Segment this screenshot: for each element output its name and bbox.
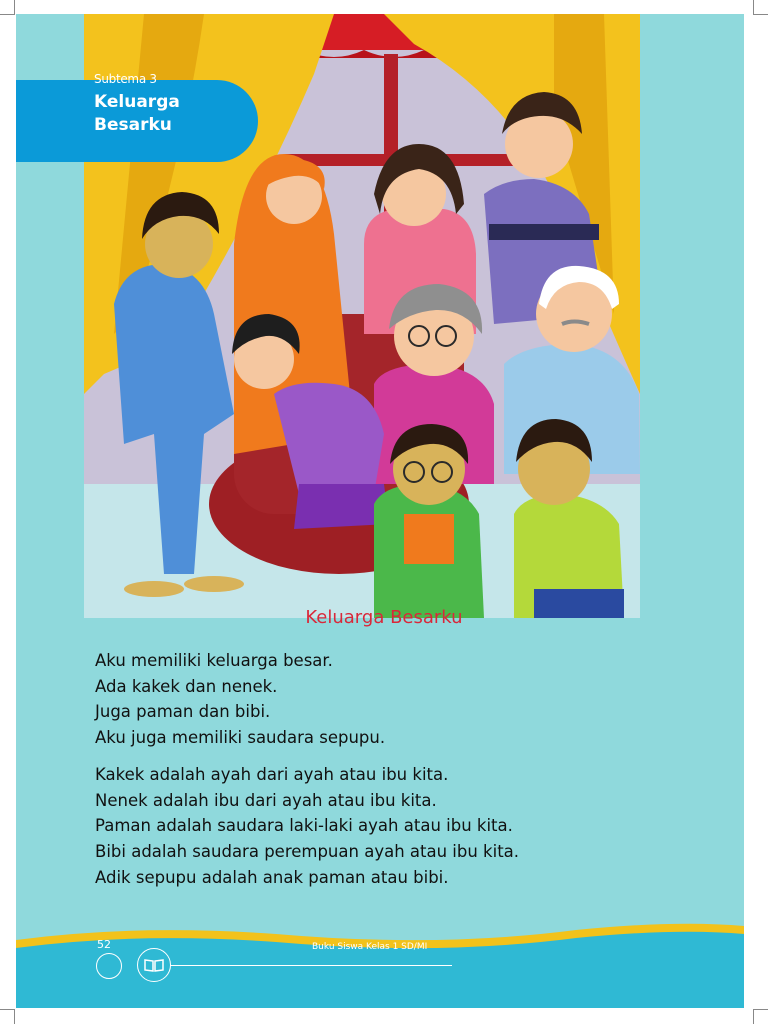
- paragraph-1: [95, 648, 385, 751]
- crop-mark-bottom-right: [753, 1009, 768, 1024]
- subtheme-label: Subtema 3: [94, 72, 157, 86]
- footer-wave: [16, 914, 744, 1008]
- paragraph-2: [95, 762, 519, 891]
- page-number: 52: [97, 938, 111, 951]
- book-icon: [137, 948, 171, 982]
- text-line: Paman adalah saudara laki-laki ayah atau ibu kita.: [95, 816, 513, 836]
- text-line: Nenek adalah ibu dari ayah atau ibu kita.: [95, 790, 437, 810]
- crop-mark-top-left: [0, 0, 15, 15]
- crop-mark-bottom-left: [0, 1009, 15, 1024]
- subtheme-title-line1: Keluarga: [94, 92, 180, 112]
- illustration-caption: Keluarga Besarku: [305, 607, 463, 628]
- text-line: Bibi adalah saudara perempuan ayah atau ibu kita.: [95, 842, 520, 862]
- text-line: Aku memiliki keluarga besar.: [95, 651, 333, 670]
- book-title: Buku Siswa Kelas 1 SD/MI: [312, 942, 428, 952]
- footer-divider: [170, 965, 452, 966]
- footer-circle-icon: [96, 953, 122, 979]
- subtheme-title-line2: Besarku: [94, 115, 172, 135]
- text-line: Kakek adalah ayah dari ayah atau ibu kita.: [95, 765, 449, 784]
- text-line: Adik sepupu adalah anak paman atau bibi.: [95, 867, 449, 887]
- crop-mark-top-right: [753, 0, 768, 15]
- subtheme-title: [94, 91, 180, 137]
- text-line: Juga paman dan bibi.: [95, 702, 271, 722]
- text-line: Ada kakek dan nenek.: [95, 676, 278, 696]
- text-line: Aku juga memiliki saudara sepupu.: [95, 728, 386, 748]
- book-icon-glyph: [138, 949, 170, 981]
